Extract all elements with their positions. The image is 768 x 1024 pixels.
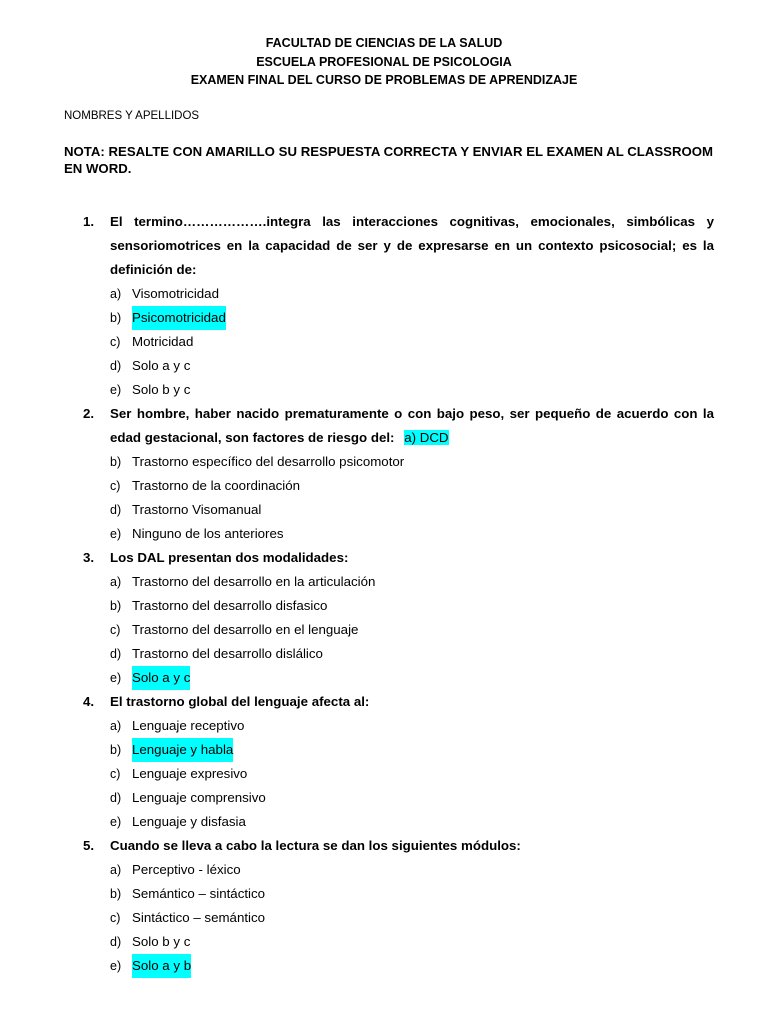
option-c[interactable]: c) Trastorno de la coordinación [110,478,301,493]
option-b[interactable]: b) Trastorno del desarrollo disfasico [110,598,328,613]
option-e[interactable]: e) Solo a y c [64,666,714,690]
question-4 [64,690,714,834]
option-list [64,570,714,690]
question-5 [64,834,714,978]
option-d[interactable]: d) Solo b y c [110,934,191,949]
question-text: El trastorno global del lenguaje afecta al: [110,694,370,709]
option-e[interactable]: e) Solo b y c [110,382,191,397]
option-c[interactable]: c) Sintáctico – semántico [110,910,266,925]
option-e[interactable]: e) Lenguaje y disfasia [110,814,246,829]
question-number: 4. [83,694,95,709]
option-b[interactable]: b) Psicomotricidad [64,306,714,330]
option-c[interactable]: c) Lenguaje expresivo [110,766,248,781]
question-text: Cuando se lleva a cabo la lectura se dan los siguientes módulos: [110,838,521,853]
question-number: 3. [83,550,95,565]
question-number: 2. [83,406,95,421]
question-1 [64,210,714,402]
names-label: NOMBRES Y APELLIDOS [64,110,200,122]
option-a[interactable]: a) Visomotricidad [110,286,219,301]
question-3 [64,546,714,690]
option-d[interactable]: d) Lenguaje comprensivo [110,790,266,805]
header-faculty: FACULTAD DE CIENCIAS DE LA SALUD [265,36,503,50]
question-text: Ser hombre, haber nacido prematuramente o con bajo peso, ser pequeño de acuerdo con la edad gestacional, son factores de riesgo del: [110,406,714,445]
question-number: 1. [83,214,95,229]
highlighted-answer[interactable]: a) DCD [404,430,449,445]
option-a[interactable]: a) Lenguaje receptivo [110,718,245,733]
option-list [64,858,714,978]
instruction-note: NOTA: RESALTE CON AMARILLO SU RESPUESTA CORRECTA Y ENVIAR EL EXAMEN AL CLASSROOM EN WORD. [64,144,713,176]
option-c[interactable]: c) Trastorno del desarrollo en el lenguaje [110,622,359,637]
option-b[interactable]: b) Lenguaje y habla [64,738,714,762]
highlighted-answer: Lenguaje y habla [132,738,233,762]
option-b[interactable]: b) Trastorno específico del desarrollo psicomotor [110,454,405,469]
option-list [64,282,714,402]
option-list [64,450,714,546]
option-e[interactable]: e) Ninguno de los anteriores [110,526,284,541]
option-d[interactable]: d) Trastorno del desarrollo dislálico [110,646,323,661]
highlighted-answer: Solo a y c [132,666,190,690]
option-list [64,714,714,834]
question-list [64,210,714,978]
document-header [0,34,768,90]
highlighted-answer: Solo a y b [132,954,191,978]
option-b[interactable]: b) Semántico – sintáctico [110,886,266,901]
option-e[interactable]: e) Solo a y b [64,954,714,978]
option-d[interactable]: d) Trastorno Visomanual [110,502,262,517]
question-text: Los DAL presentan dos modalidades: [110,550,349,565]
question-2 [64,402,714,546]
option-c[interactable]: c) Motricidad [110,334,194,349]
highlighted-answer: Psicomotricidad [132,306,226,330]
header-exam-title: EXAMEN FINAL DEL CURSO DE PROBLEMAS DE APRENDIZAJE [190,73,578,87]
option-d[interactable]: d) Solo a y c [110,358,191,373]
option-a[interactable]: a) Perceptivo - léxico [110,862,241,877]
header-school: ESCUELA PROFESIONAL DE PSICOLOGIA [256,54,512,69]
question-text: El termino……………….integra las interacciones cognitivas, emocionales, simbólicas y sensoriomotrices en la capacidad de ser y de expresarse en un contexto psicosocial; es la definición de: [110,214,714,277]
option-a[interactable]: a) Trastorno del desarrollo en la articulación [110,574,376,589]
question-number: 5. [83,838,95,853]
